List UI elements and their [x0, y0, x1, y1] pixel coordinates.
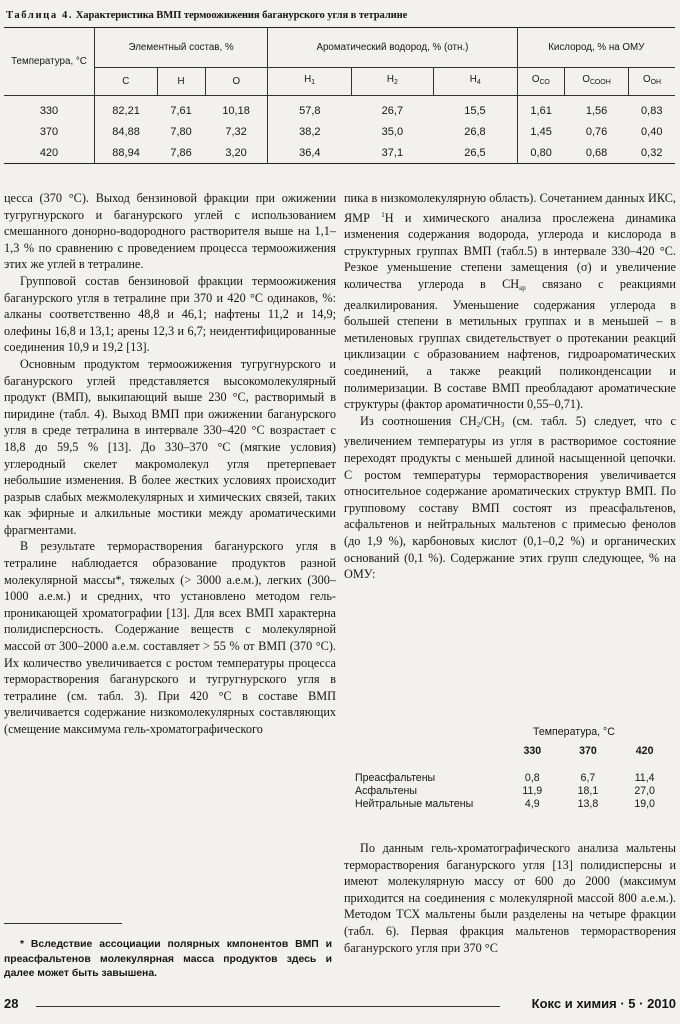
cell: 7,80: [170, 125, 192, 138]
row-label: Нейтральные мальтены: [355, 797, 474, 810]
cell: 1,45: [517, 121, 564, 142]
cell: 420: [635, 744, 654, 757]
table-label: Таблица 4.: [6, 10, 74, 21]
cell: 0,83: [641, 104, 663, 117]
group-table-title: Температура, °С: [533, 726, 615, 738]
header-aromatic: Ароматический водород, % (отн.): [268, 28, 517, 68]
right-column: [344, 190, 676, 583]
cell: 4,9: [524, 797, 540, 810]
row-label: Преасфальтены: [355, 771, 436, 784]
cell: 82,21: [95, 96, 158, 122]
table-row: [355, 784, 673, 797]
cell: 7,61: [170, 104, 192, 117]
paragraph: Групповой состав бензиновой фракции термоожижения багануpского угля в тетралине при 370 и 420 °С одинаков, %: алканы соответственно 48,8 и 46,1; нафтены 11,2 и 14,9; олефины 16,8 и 13,1; арены 12,3 и 6,7; неидентифицированные соединения 10,9 и 19,2 [13].: [4, 273, 336, 355]
cell: 0,40: [641, 125, 663, 138]
header-h1: $Н_1$: [268, 68, 352, 96]
paragraph: цесса (370 °С). Выход бензиновой фракции при ожижении тугругнурского и багануpского углей с использованием смешанного донорно-водородного растворителя выше на 1,1–1,3 % по сравнению с проведением процесса термоожижения этих же углей в тетралине.: [4, 191, 336, 272]
cell: 420: [39, 146, 59, 159]
cell: 26,5: [464, 146, 486, 159]
cell: 88,94: [95, 142, 158, 164]
header-oxygen: Кислород, % на ОМУ: [517, 28, 675, 68]
cell: 11,9: [522, 784, 543, 797]
paragraph: Основным продуктом термоожижения тугругнурского и багануpского углей представляется высокомолекулярный продукт (ВМП), выкипающий выше 230 °С, растворимый в пиридине (табл. 4). Выход ВМП при ожижении багануpского угля в среде тетралина в интервале 330–420 °С возрастает с 18,8 до 59,5 % [13]. До 330–370 °С (мягкие условия) углеродный скелет макромолекул угля претерпевает небольшие изменения. В более жестких условиях происходит разрыв слабых межмолекулярных и химических связей, таких как эфирные и алкильные мостики между ароматическими фрагментами.: [4, 356, 336, 537]
cell: 13,8: [577, 797, 599, 810]
cell: 10,18: [222, 104, 250, 117]
cell: 37,1: [381, 146, 404, 159]
cell: 0,8: [524, 771, 540, 784]
header-h2: $Н_2$: [351, 68, 433, 96]
cell: 7,32: [225, 125, 247, 138]
table-row: [355, 797, 673, 810]
paragraph: По данным гель-хроматографического анализа мальтены терморастворения багануpского угля [13] полидисперсны и имеют молекулярную массу от 600 до 2000 (максимум приходится на соединения с молекулярной массой 800 а.е.м.). Методом ТСХ мальтены были разделены на четыре фракции (табл. 6). Первая фракция мальтенов терморастворения багануpского угля при 370 °С: [344, 841, 676, 955]
left-column: [4, 190, 336, 738]
cell: 0,80: [517, 142, 564, 164]
cell: 1,56: [585, 104, 608, 117]
paragraph: пика в низкомолекулярную область). Сочетанием данных ИКС, ЯМР $^1$Н и химического анализа прослежена динамика изменения содержания водорода, углерода и кислорода в структурных группах ВМП (табл.5) в интервале 330–420 °С. Резкое уменьшение степени замещения (σ) и увеличение количества углерода в $СН_{ар}$ связано с реакциями деалкилирования. Уменьшение содержания углерода в большей степени в метильных группах и в меньшей – в метиленовых группах свидетельствует о протекании реакций циклизации с образованием нафтенов, гидроароматических соединений, а также реакций поликонденсации и полимеризации. В составе ВМП преобладают ароматические структуры (фактор ароматичности 0,55–0,71).: [344, 191, 676, 412]
header-ooh: $О_{ОН}$: [629, 68, 676, 96]
cell: 330: [523, 744, 542, 757]
table-row: [4, 142, 675, 164]
cell: 57,8: [268, 96, 352, 122]
cell: 330: [39, 104, 59, 117]
header-h4: $Н_4$: [433, 68, 517, 96]
cell: 84,88: [95, 121, 158, 142]
header-ocooh: $О_{СООН}$: [565, 68, 629, 96]
table-header-row: [355, 744, 673, 757]
cell: 19,0: [634, 797, 655, 810]
header-temperature: Температура, °С: [4, 28, 95, 96]
header-o: О: [205, 68, 268, 96]
cell: 3,20: [225, 146, 247, 159]
cell: 18,1: [577, 784, 599, 797]
table-caption: [6, 10, 676, 21]
page-number: 28: [4, 996, 19, 1011]
cell: 370: [579, 744, 597, 757]
cell: 11,4: [634, 771, 655, 784]
header-h: Н: [157, 68, 205, 96]
header-oco: $О_{СО}$: [517, 68, 564, 96]
cell: 38,2: [268, 121, 352, 142]
cell: 1,61: [517, 96, 564, 122]
table-title: Характеристика ВМП термоожижения багануpского угля в тетралине: [75, 10, 408, 21]
cell: 370: [39, 125, 59, 138]
row-label: Асфальтены: [355, 784, 417, 797]
cell: 7,86: [170, 146, 192, 159]
cell: 36,4: [268, 142, 352, 164]
header-elemental: Элементный состав, %: [95, 28, 268, 68]
cell: 35,0: [381, 125, 404, 138]
cell: 0,76: [585, 125, 608, 138]
footer-rule: [36, 1006, 500, 1007]
paragraph: Из соотношения $СН_2/СН_3$ (см. табл. 5) следует, что с увеличением температуры из угля в растворимое состояние переходят продукты с меньшей длиной насыщенной цепочки. С ростом температуры терморастворения увеличивается относительное содержание ароматических структур ВМП. По групповому составу ВМП состоят из преасфальтенов, асфальтенов и нейтральных мальтенов с примесью фенолов (до 1,9 %), карбоновых кислот (0,1–0,2 %) и органических оснований (0,1 %). Содержание этих групп следующее, % на ОМУ:: [344, 413, 676, 582]
table-row: [4, 96, 675, 122]
footnote: [4, 938, 332, 982]
journal-name: Кокс и химия · 5 · 2010: [531, 996, 676, 1011]
table-row: [4, 121, 675, 142]
group-composition-table: [355, 744, 673, 810]
table-row: [355, 771, 673, 784]
footnote-text: * Вследствие ассоциации полярных кмпонентов ВМП и преасфальтенов молекулярная масса продуктов здесь и далее может быть завышена.: [4, 939, 332, 979]
cell: 0,32: [641, 146, 663, 159]
cell: 15,5: [464, 104, 486, 117]
right-column-lower: [344, 840, 676, 956]
header-c: С: [95, 68, 158, 96]
cell: 26,7: [381, 104, 404, 117]
page-footer: [4, 996, 676, 1014]
table-4: [4, 27, 675, 164]
paragraph: В результате терморастворения багануpского угля в тетралине наблюдается образование продуктов разной молекулярной массы*, тяжелых (> 3000 а.е.м.), легких (300–1000 а.е.м.) и средних, что установлено методом гель-проникающей хроматографии [13]. Для всех ВМП характерна полидисперсность. Содержание веществ с молекулярной массой от 300–2000 а.е.м. составляет > 55 % от ВМП (370 °С). Их количество увеличивается с ростом температуры процесса терморастворения багануpского и тугругнурского угля в тетралине (см. табл. 3). При 420 °С в составе ВМП увеличивается содержание низкомолекулярных составляющих (смещение максимума гель-хроматографического: [4, 539, 336, 736]
cell: 27,0: [634, 784, 655, 797]
cell: 0,68: [585, 146, 608, 159]
cell: 6,7: [580, 771, 596, 784]
footnote-divider: [4, 923, 122, 924]
cell: 26,8: [464, 125, 486, 138]
